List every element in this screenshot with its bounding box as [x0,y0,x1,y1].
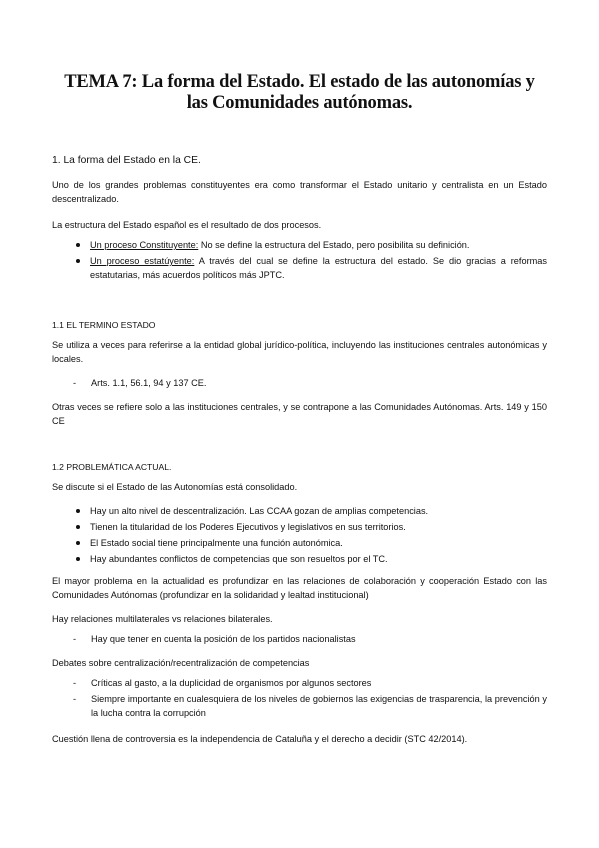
section-1-1-paragraph-1: Se utiliza a veces para referirse a la entidad global jurídico-política, incluyendo las instituciones centrales autonómicas y locales. [52,340,547,364]
section-1-2-paragraph-4: Debates sobre centralización/recentralización de competencias [52,658,310,668]
section-1-1-paragraph-2: Otras veces se refiere solo a las instituciones centrales, y se contrapone a las Comunidades Autónomas. Arts. 149 y 150 CE [52,402,547,426]
bullet-text: No se define la estructura del Estado, pero posibilita su definición. [198,240,470,250]
bullet-item-estatuyente [90,254,547,282]
dash-item: Siempre importante en cualesquiera de los niveles de gobiernos las exigencias de trasparencia, la prevención y la lucha contra la corrupción [91,694,547,718]
section-1-2-paragraph-3: Hay relaciones multilaterales vs relaciones bilaterales. [52,614,273,624]
bullet-item: Tienen la titularidad de los Poderes Ejecutivos y legislativos en sus territorios. [90,522,406,532]
section-1-heading: 1. La forma del Estado en la CE. [52,155,201,166]
bullet-label: Un proceso estatúyente: [90,256,195,266]
section-1-2-paragraph-2: El mayor problema en la actualidad es profundizar en las relaciones de colaboración y cooperación Estado con las Comunidades Autónomas (profundizar en la solidaridad y lealtad institucional) [52,576,547,600]
bullet-dot [76,557,80,561]
title-line-2: las Comunidades autónomas. [186,93,413,113]
section-1-2-paragraph-5: Cuestión llena de controversia es la independencia de Cataluña y el derecho a decidir (STC 42/2014). [52,734,468,744]
bullet-text: A través del cual se define la estructura del estado. Se dio gracias a reformas estatutarias, más acuerdos políticos más JPTC. [90,256,547,280]
bullet-dot [76,259,80,263]
bullet-dot [76,541,80,545]
dash-item-articles: Arts. 1.1, 56.1, 94 y 137 CE. [91,378,207,388]
bullet-label: Un proceso Constituyente: [90,240,199,250]
section-1-2-paragraph-1: Se discute si el Estado de las Autonomías está consolidado. [52,482,298,492]
dash-marker: - [73,694,77,704]
title-line-1: TEMA 7: La forma del Estado. El estado de las autonomías y [64,72,535,92]
bullet-item-constituyente [90,238,547,252]
section-1-paragraph-1: Uno de los grandes problemas constituyentes era como transformar el Estado unitario y centralista en un Estado descentralizado. [52,180,547,204]
bullet-item: Hay un alto nivel de descentralización. Las CCAA gozan de amplias competencias. [90,506,429,516]
section-1-paragraph-2: La estructura del Estado español es el resultado de dos procesos. [52,220,322,230]
dash-marker: - [73,378,77,388]
bullet-item: Hay abundantes conflictos de competencias que son resueltos por el TC. [90,554,388,564]
document-title [40,72,559,114]
section-1-2-heading: 1.2 PROBLEMÁTICA ACTUAL. [52,462,172,472]
dash-item: Hay que tener en cuenta la posición de los partidos nacionalistas [91,634,356,644]
bullet-item: El Estado social tiene principalmente una función autonómica. [90,538,343,548]
bullet-dot [76,509,80,513]
dash-marker: - [73,634,77,644]
section-1-1-heading: 1.1 EL TERMINO ESTADO [52,320,156,330]
dash-marker: - [73,678,77,688]
bullet-dot [76,525,80,529]
dash-item: Críticas al gasto, a la duplicidad de organismos por algunos sectores [91,678,372,688]
bullet-dot [76,243,80,247]
